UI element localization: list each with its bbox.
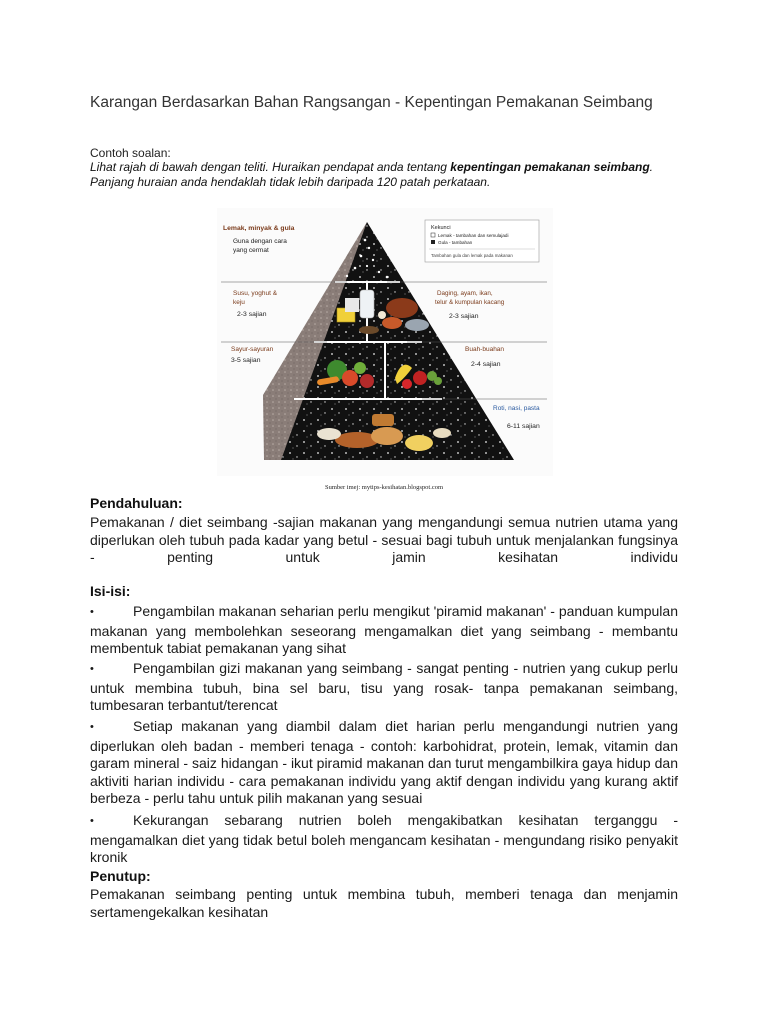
food-pyramid-figure — [217, 208, 553, 476]
tier-meat-label: telur & kumpulan kacang — [435, 299, 505, 306]
key-item-fat: Lemak - tambahan dan semulajadi — [438, 233, 509, 238]
key-title: Kekunci — [431, 225, 451, 231]
bullet-icon — [90, 660, 133, 680]
question-text-start: Lihat rajah di bawah dengan teliti. Huraikan pendapat anda tentang — [90, 160, 451, 174]
food-pyramid-illustration — [217, 208, 553, 476]
list-item-text: Pengambilan makanan seharian perlu mengikut 'piramid makanan' - panduan kumpulan makanan yang membolehkan seseorang mengamalkan diet yang seimbang - membantu membentuk tabiat pemakanan yang sihat — [90, 603, 678, 656]
sugar-symbol-icon — [431, 240, 435, 244]
tier-veg-servings: 3-5 sajian — [231, 357, 261, 364]
heading-pendahuluan: Pendahuluan: — [90, 495, 183, 511]
list-item — [90, 812, 678, 867]
image-source-credit: Sumber imej: mytips-kesihatan.blogspot.com — [324, 484, 444, 491]
pyramid-key — [425, 220, 539, 262]
heading-isi: Isi-isi: — [90, 583, 131, 599]
question-text — [90, 160, 678, 189]
list-item — [90, 718, 678, 808]
tier-dairy-label: keju — [233, 299, 245, 306]
list-item-text: Setiap makanan yang diambil dalam diet harian perlu mengandungi nutrien yang diperlukan oleh badan - memberi tenaga - contoh: karbohidrat, protein, lemak, vitamin dan garam mineral - saiz hidangan - ikut piramid makanan dan turut mengambilkira gaya hidup dan aktiviti harian individu - cara pemakanan individu yang aktif dengan individu yang kurang aktif berbeza - perlu tahu untuk pilih makanan yang sesuai — [90, 718, 678, 806]
bullet-icon — [90, 718, 133, 738]
tier-meat-label: Daging, ayam, ikan, — [437, 290, 493, 297]
list-item — [90, 660, 678, 715]
tier-fruit-servings: 2-4 sajian — [471, 361, 501, 368]
paragraph-penutup: Pemakanan seimbang penting untuk membina tubuh, memberi tenaga dan menjamin sertamengekalkan kesihatan — [90, 886, 678, 920]
tier-fats-note: yang cermat — [233, 247, 269, 254]
tier-grain-servings: 6-11 sajian — [507, 423, 540, 430]
tier-fats-label: Lemak, minyak & gula — [223, 225, 295, 232]
tier-fruit-label: Buah-buahan — [465, 346, 505, 353]
heading-penutup: Penutup: — [90, 868, 151, 884]
list-item-text: Kekurangan sebarang nutrien boleh mengakibatkan kesihatan terganggu - mengamalkan diet yang tidak betul boleh mengancam kesihatan - mengundang risiko penyakit kronik — [90, 812, 678, 865]
paragraph-pendahuluan: Pemakanan / diet seimbang -sajian makanan yang mengandungi semua nutrien utama yang diperlukan oleh tubuh pada kadar yang betul - sesuai bagi tubuh untuk menjalankan fungsinya - penting untuk jamin kesihatan individu — [90, 514, 678, 565]
list-item-text: Pengambilan gizi makanan yang seimbang - sangat penting - nutrien yang cukup perlu untuk membina tubuh, bina sel baru, tisu yang rosak- tanpa pemakanan seimbang, tumbesaran terbantut/terencat — [90, 660, 678, 713]
document-title: Karangan Berdasarkan Bahan Rangsangan - Kepentingan Pemakanan Seimbang — [90, 94, 653, 111]
tier-grain-label: Roti, nasi, pasta — [493, 405, 540, 412]
tier-meat-servings: 2-3 sajian — [449, 313, 479, 320]
key-item-sugar: Gula - tambahan — [438, 240, 473, 245]
tier-fats-note: Guna dengan cara — [233, 238, 287, 245]
tier-dairy-servings: 2-3 sajian — [237, 311, 267, 318]
question-text-end: . Panjang huraian anda hendaklah tidak lebih daripada 120 patah perkataan. — [90, 160, 654, 189]
tier-dairy-label: Susu, yoghut & — [233, 290, 278, 297]
key-note: Tambahan gula dan lemak pada makanan — [431, 253, 513, 258]
list-item — [90, 603, 678, 658]
bullet-icon — [90, 603, 133, 623]
tier-veg-label: Sayur-sayuran — [231, 346, 274, 353]
bullet-icon — [90, 812, 133, 832]
question-text-bold: kepentingan pemakanan seimbang — [450, 160, 650, 174]
question-label: Contoh soalan: — [90, 146, 171, 160]
